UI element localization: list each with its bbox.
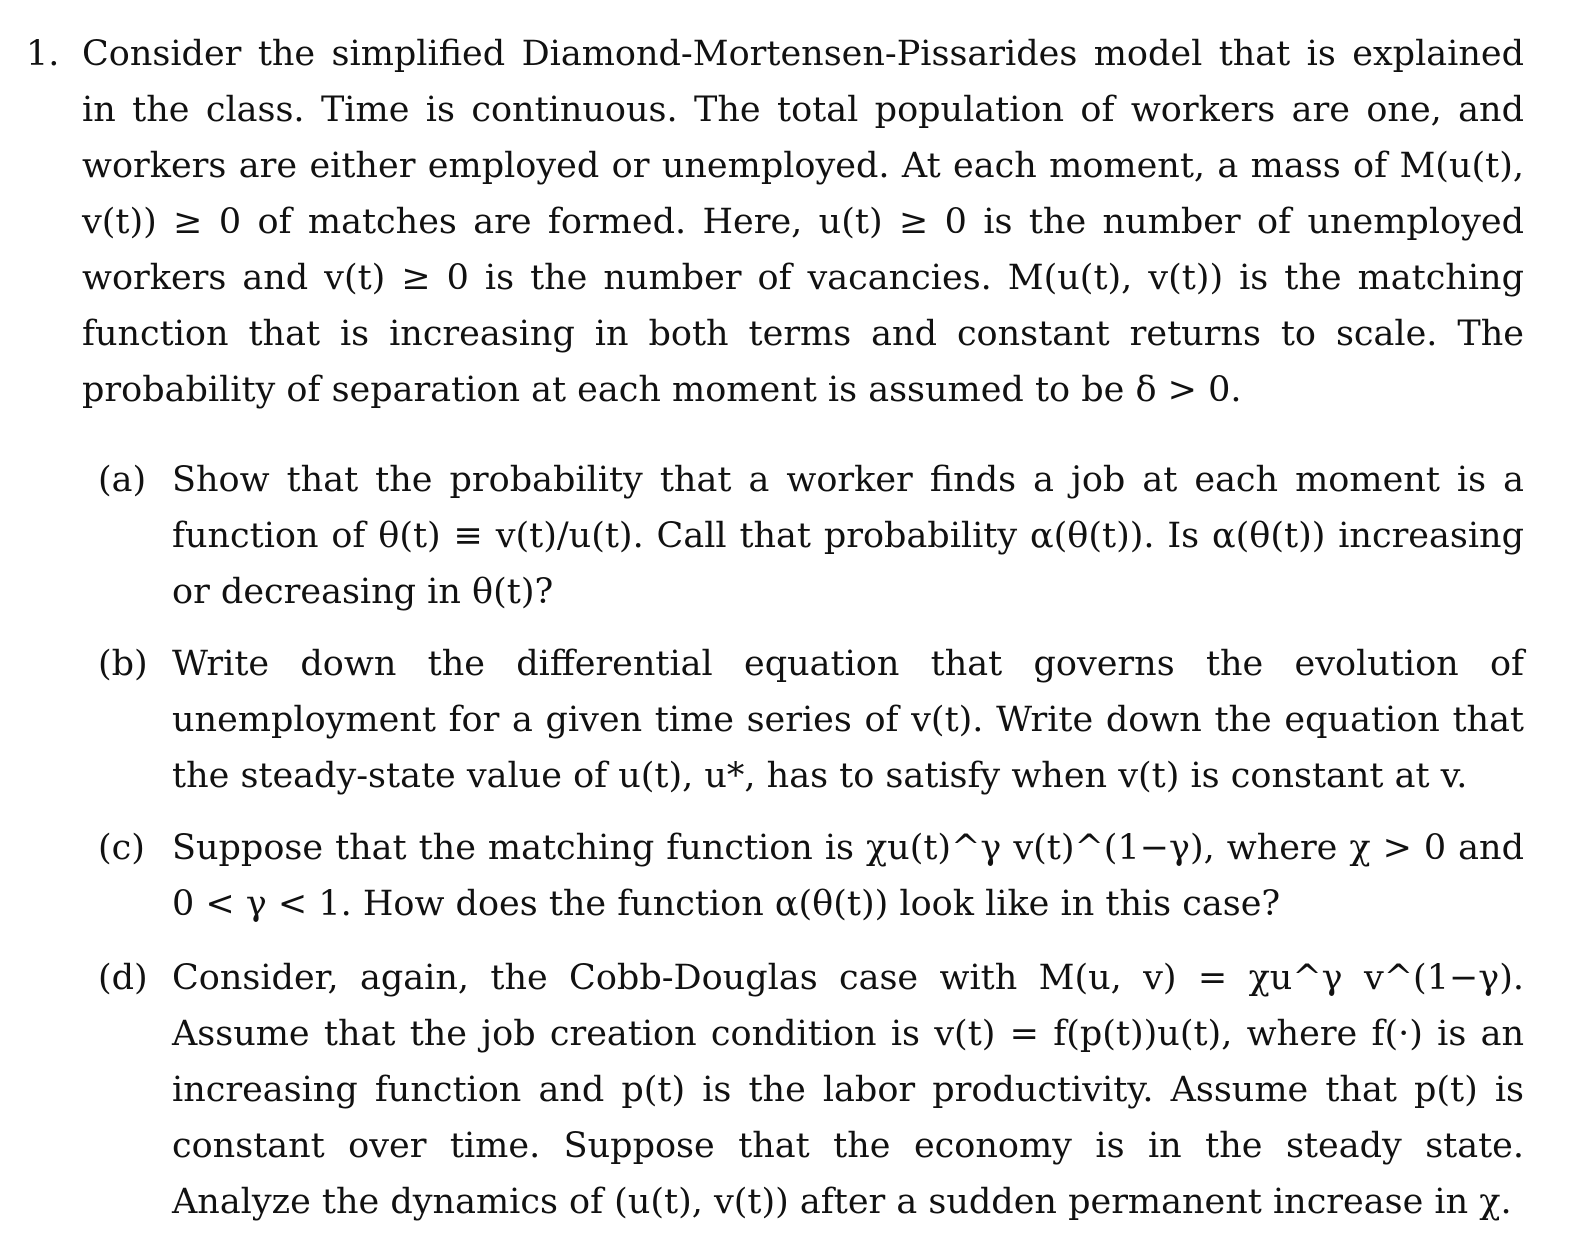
subquestion-label: (d) [98, 958, 148, 998]
subquestion-label: (b) [98, 644, 148, 684]
subquestion-text: Suppose that the matching function is χu(t)^γ v(t)^(1−γ), where χ > 0 and 0 < γ < 1. How does the function α(θ(t)) look like in this case? [172, 828, 1524, 924]
problem-statement: Consider the simplified Diamond-Mortensen-Pissarides model that is explained in the class. Time is continuous. The total population of workers are one, and workers are either employed or unemployed. At each moment, a mass of M(u(t), v(t)) ≥ 0 of matches are formed. Here, u(t) ≥ 0 is the number of unemployed workers and v(t) ≥ 0 is the number of vacancies. M(u(t), v(t)) is the matching function that is increasing in both terms and constant returns to scale. The probability of separation at each moment is assumed to be δ > 0. [82, 34, 1524, 410]
subquestion-text: Show that the probability that a worker finds a job at each moment is a function of θ(t) ≡ v(t)/u(t). Call that probability α(θ(t)). Is α(θ(t)) increasing or decreasing in θ(t)? [172, 460, 1524, 612]
subquestion-label: (a) [98, 460, 147, 500]
subquestion-text: Write down the differential equation that governs the evolution of unemployment for a given time series of v(t). Write down the equation that the steady-state value of u(t), u*, has to satisfy when v(t) is constant at v. [172, 644, 1524, 796]
subquestion-label: (c) [98, 828, 145, 868]
subquestion-text: Consider, again, the Cobb-Douglas case with M(u, v) = χu^γ v^(1−γ). Assume that the job creation condition is v(t) = f(p(t))u(t), where f(·) is an increasing function and p(t) is the labor productivity. Assume that p(t) is constant over time. Suppose that the economy is in the steady state. Analyze the dynamics of (u(t), v(t)) after a sudden permanent increase in χ. [172, 958, 1524, 1222]
problem-number: 1. [26, 34, 60, 74]
